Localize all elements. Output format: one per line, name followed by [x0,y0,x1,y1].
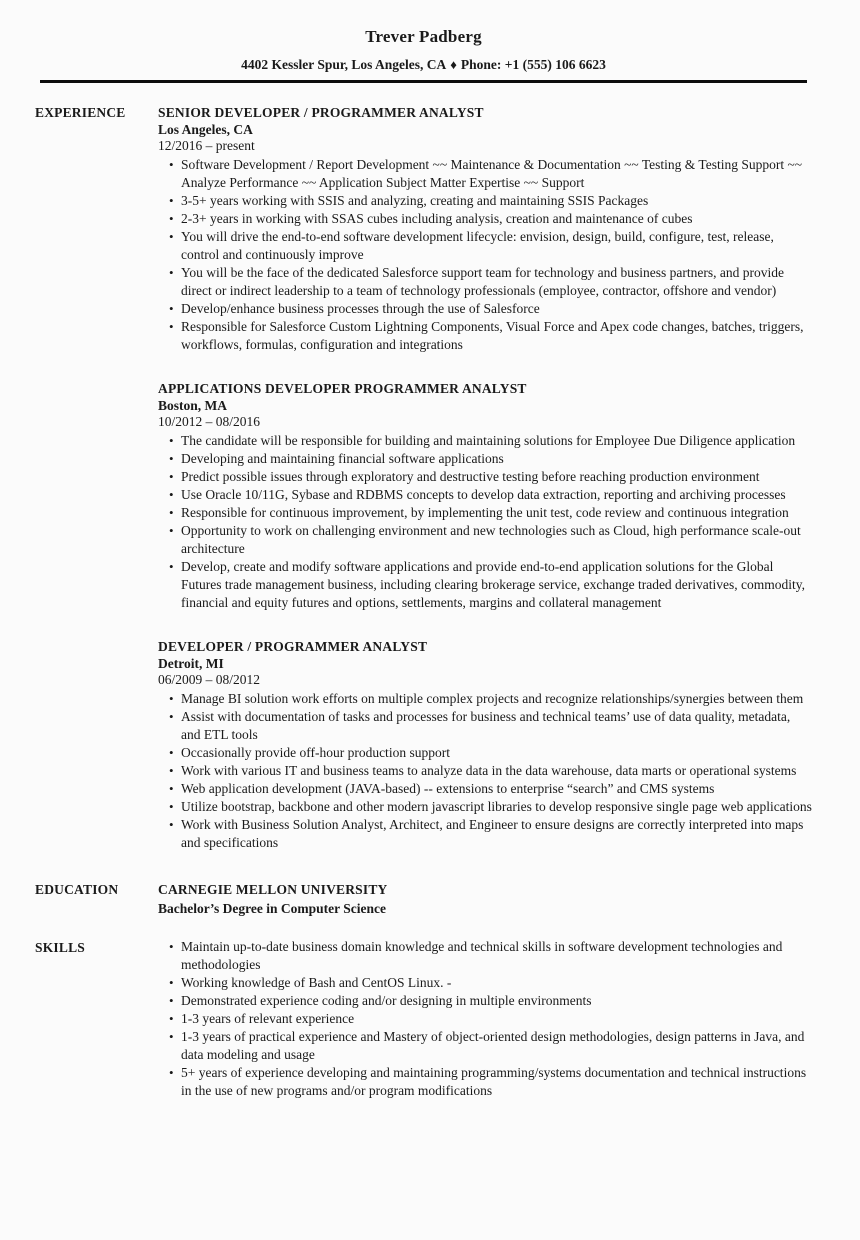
job-dates: 10/2012 – 08/2016 [158,414,261,429]
skill-item: • Demonstrated experience coding and/or designing in multiple environments [181,992,812,1010]
diamond-icon: ♦ [450,57,457,72]
education-section [158,880,812,918]
job-location: Boston, MA [158,398,228,413]
bullet-item: • Utilize bootstrap, backbone and other modern javascript libraries to develop responsive single page web applications [181,798,812,816]
bullet-item: • Assist with documentation of tasks and processes for business and technical teams’ use of data quality, metadata, and ETL tools [181,708,812,744]
skills-section [158,938,812,1100]
bullet-item: • 2-3+ years in working with SSAS cubes including analysis, creation and maintenance of cubes [181,210,812,228]
page-title: Trever Padberg [365,27,482,46]
bullet-item: • Work with various IT and business teams to analyze data in the data warehouse, data marts or operational systems [181,762,812,780]
bullet-item: • You will be the face of the dedicated Salesforce support team for technology and business partners, and provide direct or indirect leadership to a team of technology professionals (employee, contractor, offshore and vendor) [181,264,812,300]
skill-item: • 1-3 years of relevant experience [181,1010,812,1028]
section-label-skills: SKILLS [35,940,85,955]
address-text: 4402 Kessler Spur, Los Angeles, CA [241,57,447,72]
skill-item: • 5+ years of experience developing and maintaining programming/systems documentation and technical instructions in the use of new programs and/or program modifications [181,1064,812,1100]
header-divider [40,80,807,83]
bullet-item: • Opportunity to work on challenging environment and new technologies such as Cloud, high performance scale-out architecture [181,522,812,558]
section-label-experience: EXPERIENCE [35,105,126,120]
bullet-item: • Software Development / Report Development ~~ Maintenance & Documentation ~~ Testing & Testing Support ~~ Analyze Performance ~~ Application Subject Matter Expertise ~~ Support [181,156,812,192]
experience-section [158,103,812,852]
resume-body [35,103,812,1100]
bullet-item: • You will drive the end-to-end software development lifecycle: envision, design, build, configure, test, release, control and continuously improve [181,228,812,264]
bullet-item: • 3-5+ years working with SSIS and analyzing, creating and maintaining SSIS Packages [181,192,812,210]
job-bullet-list [158,156,812,354]
skill-item: • 1-3 years of practical experience and Mastery of object-oriented design methodologies, design patterns in Java, and data modeling and usage [181,1028,812,1064]
job-location: Los Angeles, CA [158,122,253,137]
bullet-item: • Predict possible issues through exploratory and destructive testing before reaching production environment [181,468,812,486]
bullet-item: • Web application development (JAVA-based) -- extensions to enterprise “search” and CMS systems [181,780,812,798]
bullet-item: • Responsible for Salesforce Custom Lightning Components, Visual Force and Apex code changes, batches, triggers, workflows, formulas, configuration and integrations [181,318,812,354]
degree-name: Bachelor’s Degree in Computer Science [158,901,386,916]
job-entry [158,637,812,852]
phone-text: Phone: +1 (555) 106 6623 [460,57,606,72]
bullet-item: • The candidate will be responsible for building and maintaining solutions for Employee Due Diligence application [181,432,812,450]
job-entry [158,103,812,354]
bullet-item: • Develop, create and modify software applications and provide end-to-end application solutions for the Global Futures trade management business, including clearing brokerage service, exchange traded derivatives, commodity, financial and equity futures and options, settlements, margins and collateral management [181,558,812,612]
bullet-item: • Responsible for continuous improvement, by implementing the unit test, code review and continuous integration [181,504,812,522]
job-entry [158,379,812,612]
bullet-item: • Developing and maintaining financial software applications [181,450,812,468]
bullet-item: • Develop/enhance business processes through the use of Salesforce [181,300,812,318]
skill-item: • Maintain up-to-date business domain knowledge and technical skills in software development technologies and methodologies [181,938,812,974]
job-title: SENIOR DEVELOPER / PROGRAMMER ANALYST [158,105,484,120]
resume-header [35,0,812,83]
job-bullet-list [158,690,812,852]
bullet-item: • Occasionally provide off-hour production support [181,744,812,762]
job-dates: 06/2009 – 08/2012 [158,672,261,687]
job-location: Detroit, MI [158,656,224,671]
skill-item: • Working knowledge of Bash and CentOS Linux. - [181,974,812,992]
contact-line [35,57,812,73]
skills-bullet-list [158,938,812,1100]
school-name: CARNEGIE MELLON UNIVERSITY [158,882,388,897]
bullet-item: • Use Oracle 10/11G, Sybase and RDBMS concepts to develop data extraction, reporting and archiving processes [181,486,812,504]
bullet-item: • Work with Business Solution Analyst, Architect, and Engineer to ensure designs are correctly interpreted into maps and specifications [181,816,812,852]
bullet-item: • Manage BI solution work efforts on multiple complex projects and recognize relationships/synergies between them [181,690,812,708]
job-title: APPLICATIONS DEVELOPER PROGRAMMER ANALYST [158,381,527,396]
job-dates: 12/2016 – present [158,138,255,153]
section-label-education: EDUCATION [35,882,119,897]
job-bullet-list [158,432,812,612]
job-title: DEVELOPER / PROGRAMMER ANALYST [158,639,428,654]
